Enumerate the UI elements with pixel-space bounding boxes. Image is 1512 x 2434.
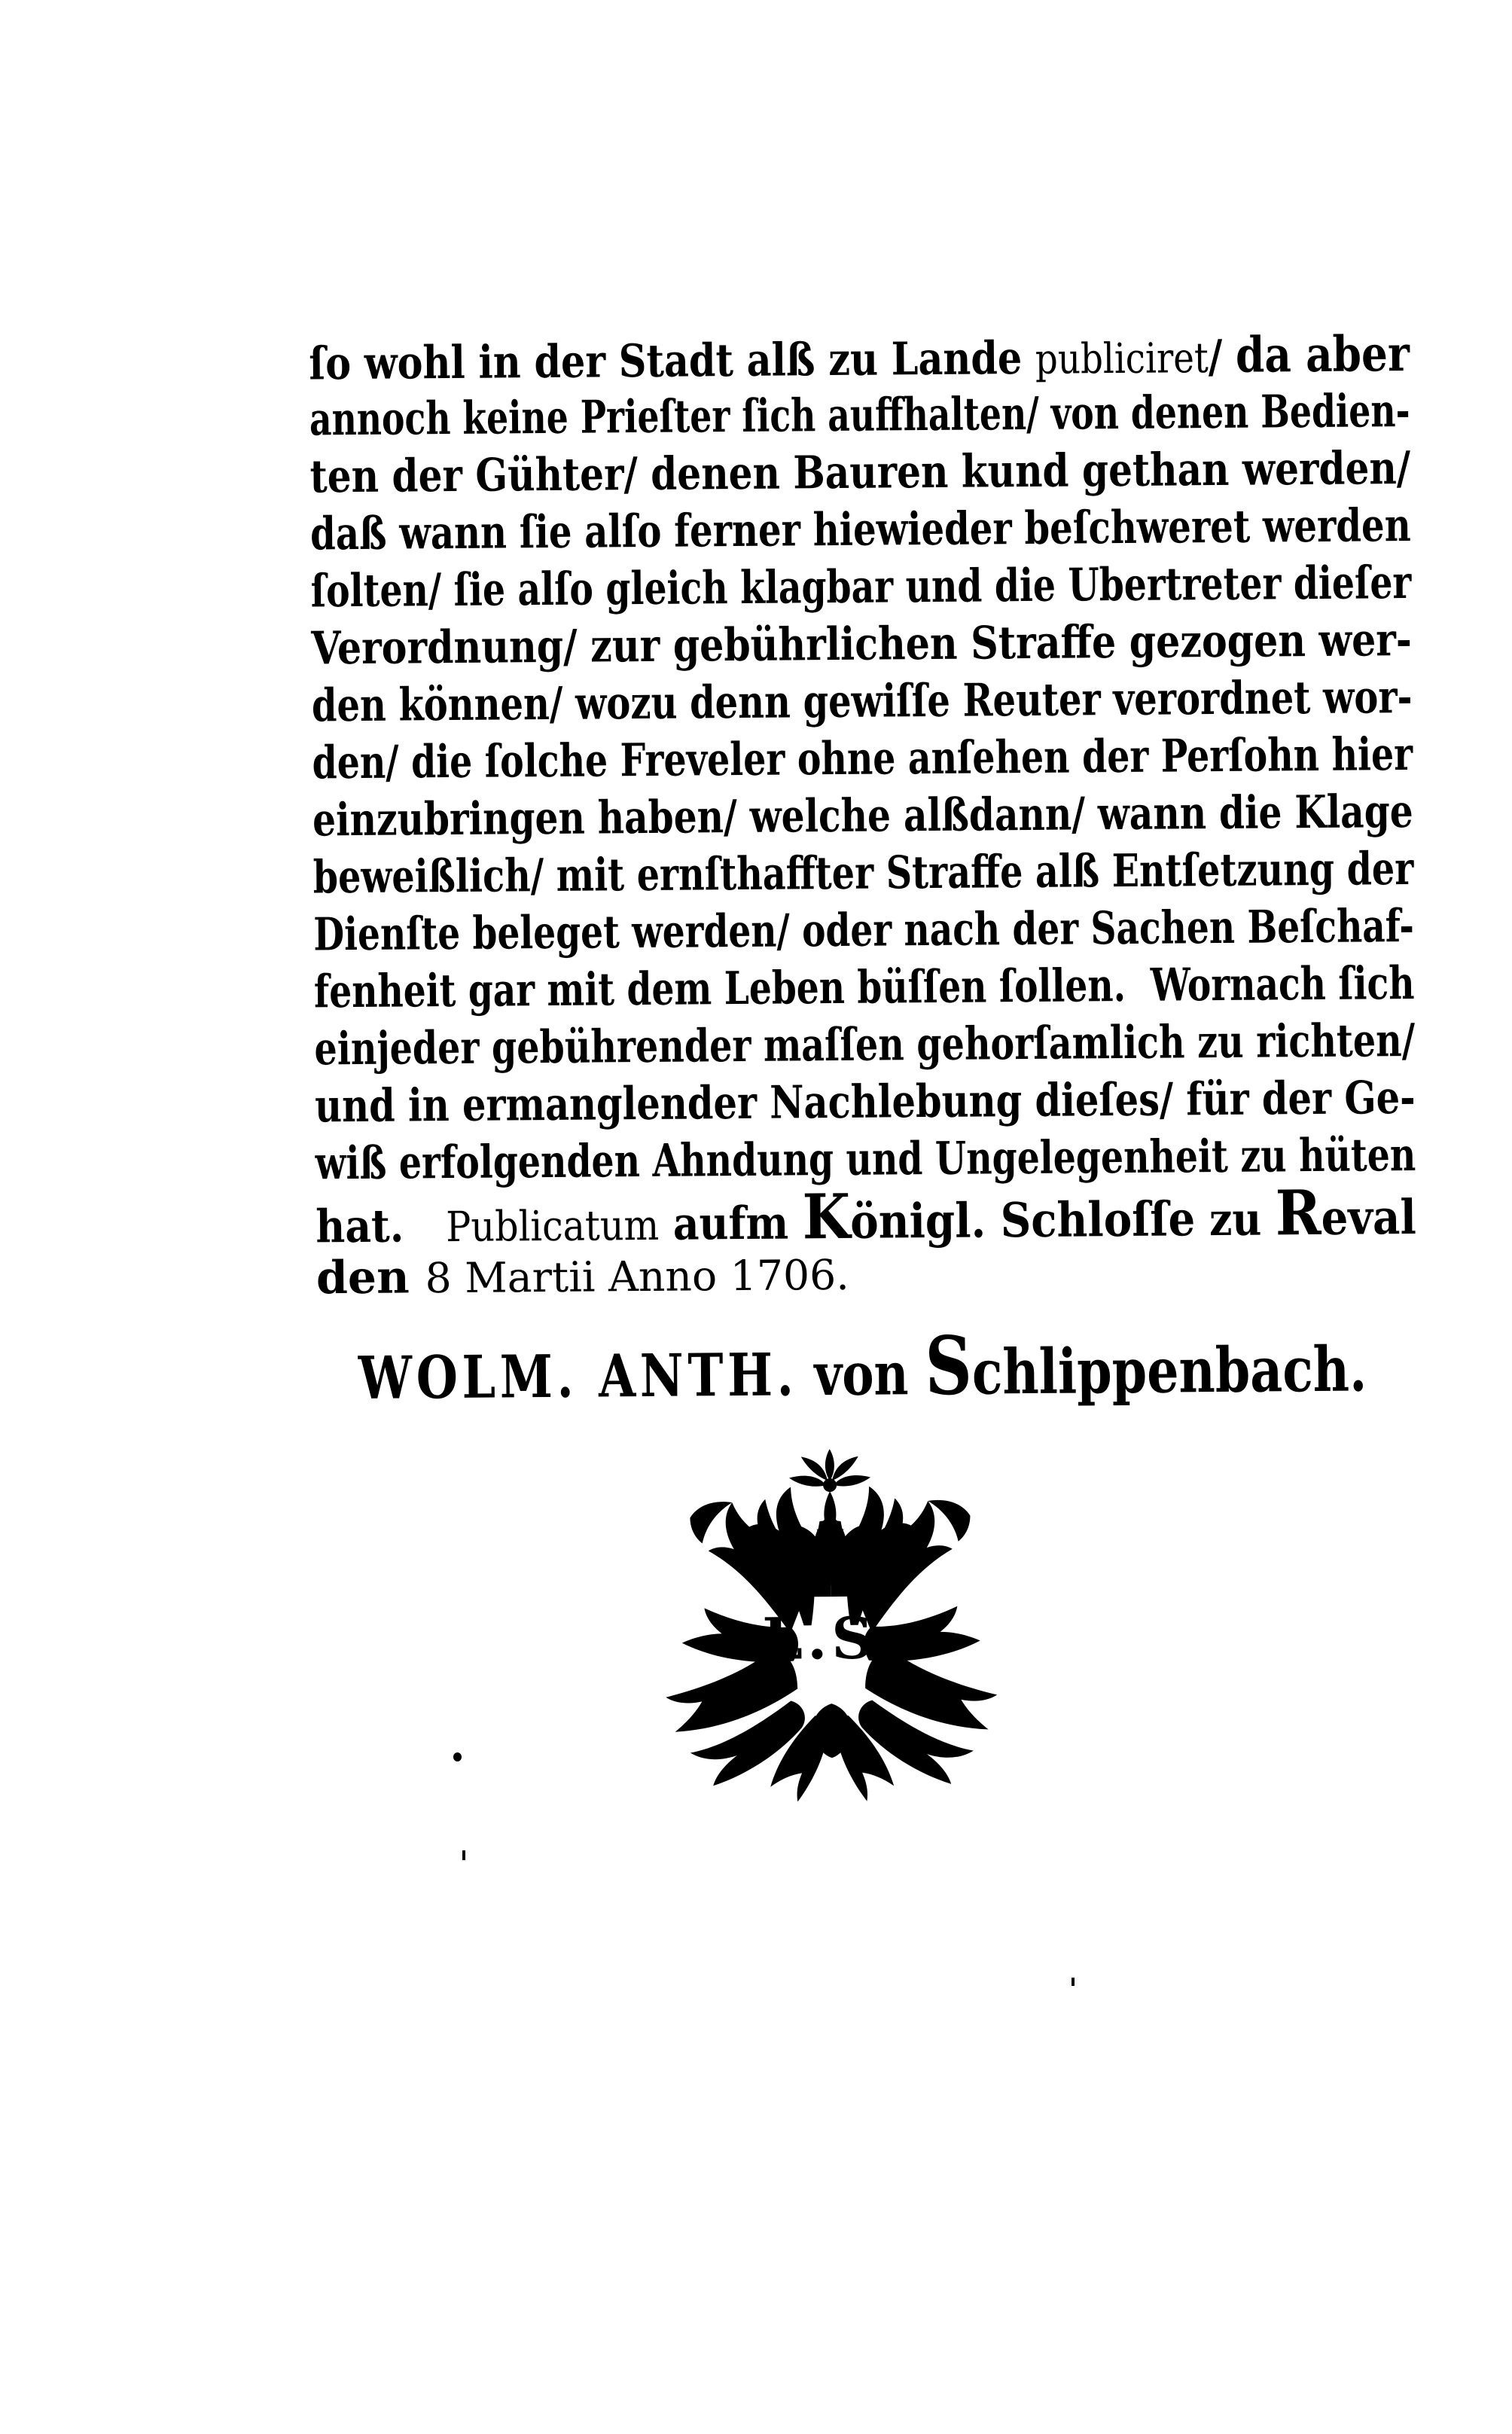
ink-speck	[1072, 1978, 1075, 1986]
text-segment: fenheit gar mit dem Leben büſſen ſollen. Wornach ſich	[313, 956, 1415, 1019]
seal-ornament	[642, 1437, 1021, 1809]
seal-monogram: L.S.	[762, 1604, 901, 1673]
text-segment: 8 Martii Anno 1706.	[425, 1251, 849, 1304]
line-inner	[311, 612, 1412, 677]
text-line	[312, 783, 1414, 849]
text-line	[314, 1012, 1416, 1078]
text-segment: zu	[1195, 1193, 1276, 1247]
text-line	[310, 497, 1412, 563]
text-line	[309, 440, 1411, 505]
body-text	[309, 325, 1417, 1307]
text-segment: ſo wohl in der Stadt alß zu Lande	[309, 331, 1036, 391]
line-inner	[309, 440, 1410, 505]
print-block	[309, 325, 1422, 1915]
text-line	[312, 726, 1413, 792]
text-segment: Reval	[1275, 1176, 1417, 1250]
line-inner	[309, 383, 1410, 448]
line-inner	[312, 840, 1413, 906]
text-line	[309, 383, 1411, 448]
text-segment: einzubringen haben/ welche alßdann/ wann die Klage	[312, 785, 1413, 847]
line-inner	[358, 1321, 1367, 1421]
text-line	[316, 1176, 1417, 1254]
line-inner	[313, 898, 1414, 963]
text-line	[312, 840, 1414, 906]
signature-line	[358, 1321, 1367, 1421]
ink-speck	[453, 1752, 462, 1761]
text-line	[315, 1127, 1416, 1192]
text-segment: hat.	[316, 1200, 447, 1254]
line-inner	[310, 554, 1411, 620]
line-inner	[315, 1069, 1416, 1135]
text-segment: Dienſte beleget werden/ oder nach der Sachen Beſchaf-	[313, 899, 1415, 962]
line-inner	[312, 669, 1413, 734]
line-inner	[312, 783, 1413, 849]
line-inner	[314, 955, 1415, 1020]
text-segment: daß wann ſie alſo ferner hiewieder beſchweret werden	[309, 499, 1411, 561]
text-line	[313, 898, 1415, 963]
text-line	[309, 325, 1410, 391]
text-segment: publiciret	[1035, 334, 1209, 384]
line-inner	[316, 1176, 1417, 1257]
text-line	[311, 612, 1413, 677]
text-segment: /	[1208, 330, 1236, 384]
text-segment: wiß erfolgenden Ahndung und Ungelegenheit zu hüten	[315, 1128, 1416, 1191]
line-inner	[315, 1127, 1416, 1192]
text-segment: und in ermanglender Nachlebung dieſes/ für der Ge-	[314, 1071, 1416, 1133]
text-segment: Königl. Schloſſe	[802, 1180, 1196, 1254]
text-segment: ſolten/ ſie alſo gleich klagbar und die Ubertreter dieſer	[310, 556, 1412, 618]
text-line	[314, 955, 1416, 1020]
line-inner	[310, 497, 1411, 563]
text-line	[310, 554, 1412, 620]
text-segment: von	[797, 1340, 925, 1410]
text-segment: beweißlich/ mit ernſthaffter Straffe alß Entſetzung der	[312, 842, 1414, 904]
text-segment: den können/ wozu denn gewiſſe Reuter verordnet wor-	[311, 670, 1413, 733]
text-segment: Schlippenbach.	[924, 1319, 1367, 1414]
text-segment: Verordnung/ zur gebührlichen Straffe gezogen wer-	[311, 613, 1413, 676]
text-segment: einjeder gebührender maſſen gehorſamlich zu richten/	[314, 1014, 1416, 1076]
text-segment: annoch keine Prieſter ſich auffhalten/ von denen Bedien-	[309, 384, 1410, 447]
line-inner	[312, 726, 1413, 792]
ink-speck	[462, 1850, 465, 1860]
text-segment: ten der Gühter/ denen Bauren kund gethan werden/	[309, 441, 1411, 504]
line-inner	[314, 1012, 1415, 1078]
text-segment: aufm	[658, 1197, 803, 1251]
text-segment: den	[316, 1251, 425, 1305]
text-line	[315, 1069, 1416, 1135]
text-segment: da aber	[1235, 325, 1410, 384]
text-segment: WOLM. ANTH.	[358, 1341, 798, 1413]
text-segment: Publicatum	[446, 1201, 660, 1252]
text-segment: den/ die ſolche Freveler ohne anſehen der Perſohn hier	[312, 727, 1413, 790]
text-line	[312, 669, 1413, 734]
